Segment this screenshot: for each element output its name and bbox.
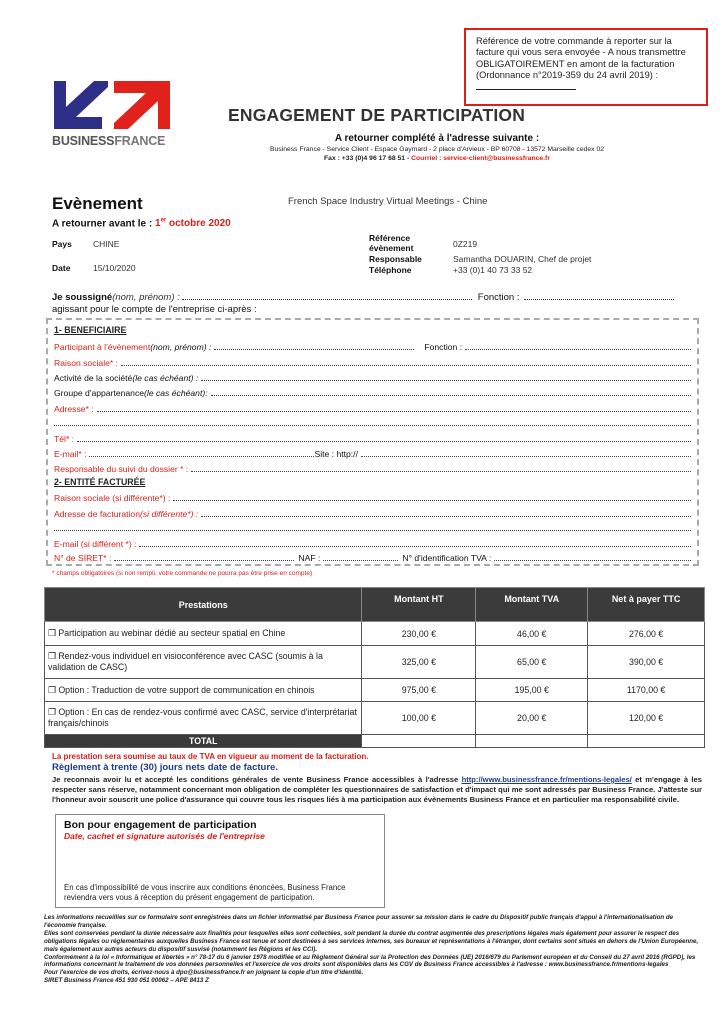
deadline-label: A retourner avant le :: [52, 218, 155, 230]
services-table: [44, 587, 705, 748]
service-desc[interactable]: ❐ Participation au webinar dédié au secteur spatial en Chine: [45, 622, 362, 646]
legal-notice: [44, 914, 704, 985]
legal-p5: SIRET Business France 451 930 051 00062 – APE 8413 Z: [44, 977, 209, 985]
address-label: Adresse* :: [54, 404, 94, 414]
amount-vat: 65,00 €: [476, 646, 588, 679]
address-field[interactable]: [97, 405, 691, 412]
naf-field[interactable]: [323, 554, 398, 561]
col-net-ttc: Net à payer TTC: [588, 588, 705, 622]
signatory-name-field[interactable]: [182, 292, 472, 300]
amount-ttc: 390,00 €: [588, 646, 705, 679]
fax-number: Fax : +33 (0)4 96 17 68 51 -: [324, 155, 412, 162]
date-label: Date: [52, 263, 71, 273]
company-name-field[interactable]: [121, 359, 691, 366]
participant-field[interactable]: [214, 343, 414, 350]
group-label: Groupe d'appartenance: [54, 388, 145, 398]
file-manager-label: Responsable du suivi du dossier * :: [54, 464, 189, 474]
amount-ttc: 120,00 €: [588, 702, 705, 735]
activity-field[interactable]: [201, 374, 691, 381]
billing-address-hint: (si différente*) :: [140, 509, 199, 519]
service-desc[interactable]: ❐ Option : En cas de rendez-vous confirmé avec CASC, service d'interprétariat français/chinois: [45, 702, 362, 735]
table-header-row: [45, 588, 705, 622]
signatory-label: Je soussigné: [52, 292, 113, 303]
amount-ttc: 276,00 €: [588, 622, 705, 646]
website-field[interactable]: [361, 450, 691, 457]
terms-link[interactable]: http://www.businessfrance.fr/mentions-legales/: [461, 775, 632, 784]
vat-id-label: N° d'identification TVA :: [402, 553, 492, 563]
amount-ht: 975,00 €: [362, 679, 476, 702]
billing-address-label: Adresse de facturation: [54, 509, 140, 519]
return-address: Business France - Service Client - Espace Gaymard - 2 place d'Arvieux - BP 60708 - 13572 Marseille cedex 02: [270, 146, 604, 153]
acting-on-behalf: agissant pour le compte de l'entreprise ci-après :: [52, 304, 257, 315]
signatory-hint: (nom, prénom) :: [112, 292, 180, 303]
group-hint: (le cas échéant):: [144, 388, 208, 398]
email-label: E-mail* :: [54, 449, 87, 459]
country-label: Pays: [52, 239, 72, 249]
siret-label: N° de SIRET* :: [54, 553, 112, 563]
deadline: [52, 218, 231, 229]
billing-email-field[interactable]: [139, 540, 691, 547]
event-section-title: Evènement: [52, 194, 143, 213]
country-value: CHINE: [93, 239, 120, 249]
activity-label: Activité de la société: [54, 373, 133, 383]
billing-company-label: Raison sociale (si différente*) :: [54, 493, 171, 503]
participant-hint: (nom, prénom) :: [150, 342, 212, 352]
table-row[interactable]: [45, 622, 705, 646]
service-desc[interactable]: ❐ Option : Traduction de votre support de communication en chinois: [45, 679, 362, 702]
company-form: [46, 318, 699, 566]
signature-subheading: Date, cachet et signature autorisés de l'entreprise: [64, 831, 265, 841]
naf-label: NAF :: [298, 553, 321, 563]
event-name: French Space Industry Virtual Meetings - Chine: [288, 196, 488, 207]
manager-label: Responsable: [369, 254, 422, 264]
table-row[interactable]: [45, 679, 705, 702]
order-reference-text: Référence de votre commande à reporter sur la facture qui vous sera envoyée - A nous transmettre OBLIGATOIREMENT en amont de la facturation (Ordonnance n°2019-359 du 24 avril 2019) :: [476, 36, 686, 81]
payment-terms: Règlement à trente (30) jours nets date de facture.: [52, 762, 278, 773]
deadline-date: 1er octobre 2020: [155, 218, 231, 230]
address-field-line2[interactable]: [54, 419, 691, 426]
total-label: TOTAL: [45, 735, 362, 748]
participant-function-field[interactable]: [465, 343, 691, 350]
phone-field-label: Tél* :: [54, 434, 75, 444]
return-heading: A retourner complété à l'adresse suivante :: [334, 133, 540, 144]
participant-function-label: Fonction :: [424, 342, 463, 352]
vat-id-field[interactable]: [494, 554, 691, 561]
amount-vat: 20,00 €: [476, 702, 588, 735]
signature-box[interactable]: [55, 814, 385, 908]
signature-note: En cas d'impossibilité de vous inscrire aux conditions énoncées, Business France reviendra vers vous à réception du présent engagement de participation.: [64, 883, 346, 902]
mandatory-fields-note: * champs obligatoires (si non rempli, votre commande ne pourra pas être prise en compte): [52, 570, 313, 577]
siret-field[interactable]: [114, 554, 294, 561]
billing-address-field[interactable]: [201, 510, 691, 517]
amount-ttc: 1170,00 €: [588, 679, 705, 702]
vat-note: La prestation sera soumise au taux de TVA en vigueur au moment de la facturation.: [52, 752, 369, 761]
phone-field[interactable]: [77, 435, 691, 442]
contact-email-link[interactable]: Courriel : service-client@businessfrance.fr: [411, 155, 550, 162]
page-title: ENGAGEMENT DE PARTICIPATION: [228, 105, 526, 125]
logo-word-france: FRANCE: [114, 134, 166, 148]
logo-arrows-icon: [52, 77, 174, 133]
date-value: 15/10/2020: [93, 263, 136, 273]
signatory-function-field[interactable]: [524, 292, 674, 300]
legal-p3: Conformément à la loi « Informatique et libertés » n° 78-17 du 6 janvier 1978 modifiée et au Règlement Général sur la Protection des Données (UE) 2016/679 du Parlement européen et du Conseil du 27 avril 2016 (RGPD), les informations concernant le traitement de vos données personnelles et l'exercice de vos droits sont disponibles dans les CGV de Business France accessibles à l'adresse : www.businessfrance.fr/mentions-legales: [44, 953, 696, 969]
signatory-line: [52, 292, 702, 303]
order-reference-field[interactable]: [476, 89, 576, 90]
section-billed-entity: 2- ENTITÉ FACTURÉE: [54, 477, 146, 487]
table-row[interactable]: [45, 646, 705, 679]
order-reference-box: [464, 28, 708, 106]
terms-text-before: Je reconnais avoir lu et accepté les conditions générales de vente Business France accessibles à l'adresse: [52, 775, 462, 784]
col-amount-vat: Montant TVA: [476, 588, 588, 622]
participant-label: Participant à l'évènement: [54, 342, 151, 352]
email-field[interactable]: [89, 450, 314, 457]
terms-text-after: et m'engage à les respecter sans réserve, notamment concernant mon obligation de compléter les questionnaires de satisfaction et d'impact qui me sont adressés par Business France. J'atteste sur l'honneur avoir souscrit une police d'assurance qui couvre tous les risques liés à ma participation aux évènements Business France et en particulier ma responsabilité civile.: [52, 775, 702, 804]
signature-heading: Bon pour engagement de participation: [64, 819, 257, 831]
logo-word-business: BUSINESS: [52, 134, 115, 148]
total-ttc[interactable]: [588, 735, 705, 748]
website-label: Site : http://: [314, 449, 358, 459]
file-manager-field[interactable]: [191, 465, 691, 472]
amount-vat: 46,00 €: [476, 622, 588, 646]
billing-company-field[interactable]: [173, 494, 691, 501]
amount-ht: 325,00 €: [362, 646, 476, 679]
company-name-label: Raison sociale* :: [54, 358, 119, 368]
table-row[interactable]: [45, 702, 705, 735]
amount-vat: 195,00 €: [476, 679, 588, 702]
group-field[interactable]: [211, 389, 691, 396]
phone-label: Téléphone: [369, 265, 412, 275]
total-row: [45, 735, 705, 748]
total-ht[interactable]: [362, 735, 476, 748]
legal-p1: Les informations recueillies sur ce formulaire sont enregistrées dans un fichier informatisé par Business France pour assurer sa mission dans le cadre du Dispositif public français d'appui à l'internationalisation de l'économie française.: [44, 914, 674, 929]
contact-line: [0, 155, 724, 162]
total-vat[interactable]: [476, 735, 588, 748]
col-services: Prestations: [45, 588, 362, 622]
phone-value: +33 (0)1 40 73 33 52: [453, 265, 533, 275]
amount-ht: 230,00 €: [362, 622, 476, 646]
manager-value: Samantha DOUARIN, Chef de projet: [453, 254, 592, 264]
section-beneficiary: 1- BENEFICIAIRE: [54, 325, 127, 335]
signatory-function-label: Fonction :: [477, 292, 520, 303]
amount-ht: 100,00 €: [362, 702, 476, 735]
legal-p2: Elles sont conservées pendant la durée nécessaire aux finalités pour lesquelles elles sont collectées, soit pendant la durée du contrat augmentée des prescriptions légales mais également pour assurer le respect des obligations légales ou réglementaires auxquelles Business France est tenue et sont destinées à ses services internes, ses bureaux et représentations à l'étranger, dont certains sont situés en dehors de l'Union Européenne, mais également aux autres acteurs du dispositif susvisé (notamment les Régions et les CCI).: [44, 929, 699, 953]
event-reference-label: Référence évènement: [369, 233, 414, 253]
service-desc[interactable]: ❐ Rendez-vous individuel en visioconférence avec CASC (soumis à la validation de CASC): [45, 646, 362, 679]
activity-hint: (le cas échéant) :: [132, 373, 199, 383]
billing-address-field-line2[interactable]: [54, 524, 691, 531]
legal-p4: Pour l'exercice de vos droits, écrivez-nous à dpo@businessfrance.fr en joignant la copie d'un titre d'identité.: [44, 969, 364, 977]
billing-email-label: E-mail (si différent *) :: [54, 539, 137, 549]
col-amount-ht: Montant HT: [362, 588, 476, 622]
event-reference-value: 0Z219: [453, 239, 478, 249]
terms-acceptance: [52, 775, 702, 805]
